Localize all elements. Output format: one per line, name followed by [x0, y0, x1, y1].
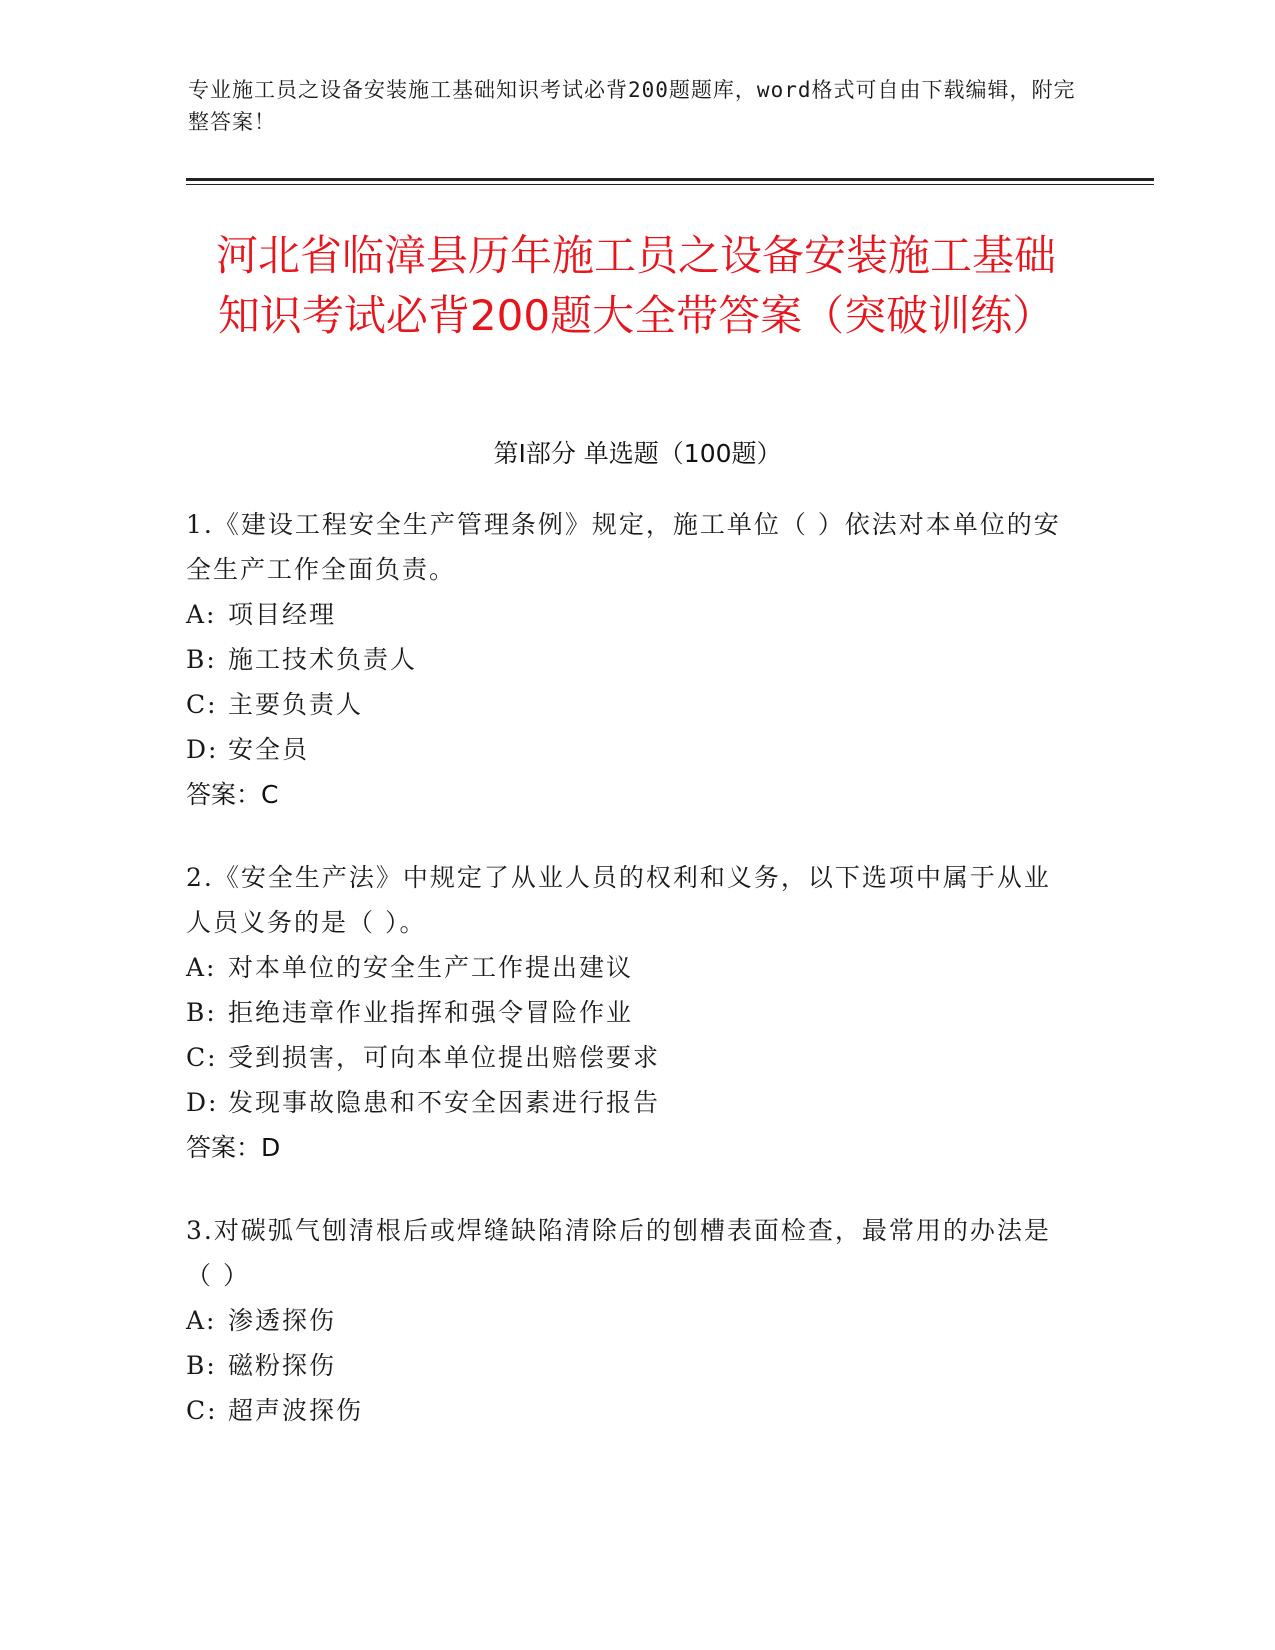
answer-line: 答案：D — [186, 1133, 281, 1162]
option-d — [186, 727, 1076, 772]
option-text: 渗透探伤 — [228, 1306, 337, 1335]
document-title: 河北省临漳县历年施工员之设备安装施工基础知识考试必背200题大全带答案（突破训练） — [215, 231, 1056, 340]
option-d — [186, 1080, 1076, 1125]
question-stem: 2.《安全生产法》中规定了从业人员的权利和义务，以下选项中属于从业人员义务的是（ ）。 — [186, 863, 1051, 937]
question-stem: 3.对碳弧气刨清根后或焊缝缺陷清除后的刨槽表面检查，最常用的办法是（ ） — [186, 1216, 1051, 1290]
answer-line: 答案：C — [186, 780, 279, 809]
option-b — [186, 637, 1076, 682]
option-key: B: — [186, 645, 217, 674]
option-text: 对本单位的安全生产工作提出建议 — [228, 953, 634, 982]
option-c — [186, 682, 1076, 727]
header-note: 专业施工员之设备安装施工基础知识考试必背200题题库，word格式可自由下载编辑，附完整答案！ — [188, 78, 1076, 134]
question-3 — [186, 1208, 1076, 1433]
option-key: D: — [186, 1088, 219, 1117]
option-a — [186, 1298, 1076, 1343]
option-text: 发现事故隐患和不安全因素进行报告 — [228, 1088, 661, 1117]
option-c — [186, 1388, 1076, 1433]
option-text: 主要负责人 — [228, 690, 364, 719]
option-text: 施工技术负责人 — [228, 645, 418, 674]
option-text: 受到损害，可向本单位提出赔偿要求 — [228, 1043, 661, 1072]
option-b — [186, 1343, 1076, 1388]
option-b — [186, 990, 1076, 1035]
option-text: 拒绝违章作业指挥和强令冒险作业 — [228, 998, 634, 1027]
header-rule-thin — [186, 184, 1154, 185]
option-key: C: — [186, 1043, 218, 1072]
option-key: A: — [186, 600, 217, 629]
option-text: 安全员 — [228, 735, 310, 764]
option-key: D: — [186, 735, 219, 764]
option-text: 超声波探伤 — [228, 1396, 364, 1425]
question-stem: 1.《建设工程安全生产管理条例》规定，施工单位（ ）依法对本单位的安全生产工作全面负责。 — [186, 510, 1061, 584]
question-2 — [186, 855, 1076, 1170]
option-text: 磁粉探伤 — [228, 1351, 337, 1380]
section-heading: 第Ⅰ部分 单选题（100题） — [493, 439, 782, 468]
option-key: C: — [186, 1396, 218, 1425]
header-rule-thick — [186, 178, 1154, 181]
option-c — [186, 1035, 1076, 1080]
question-1 — [186, 502, 1076, 817]
option-a — [186, 945, 1076, 990]
option-key: C: — [186, 690, 218, 719]
option-key: A: — [186, 953, 217, 982]
option-key: B: — [186, 998, 217, 1027]
option-text: 项目经理 — [228, 600, 337, 629]
option-key: A: — [186, 1306, 217, 1335]
option-a — [186, 592, 1076, 637]
option-key: B: — [186, 1351, 217, 1380]
